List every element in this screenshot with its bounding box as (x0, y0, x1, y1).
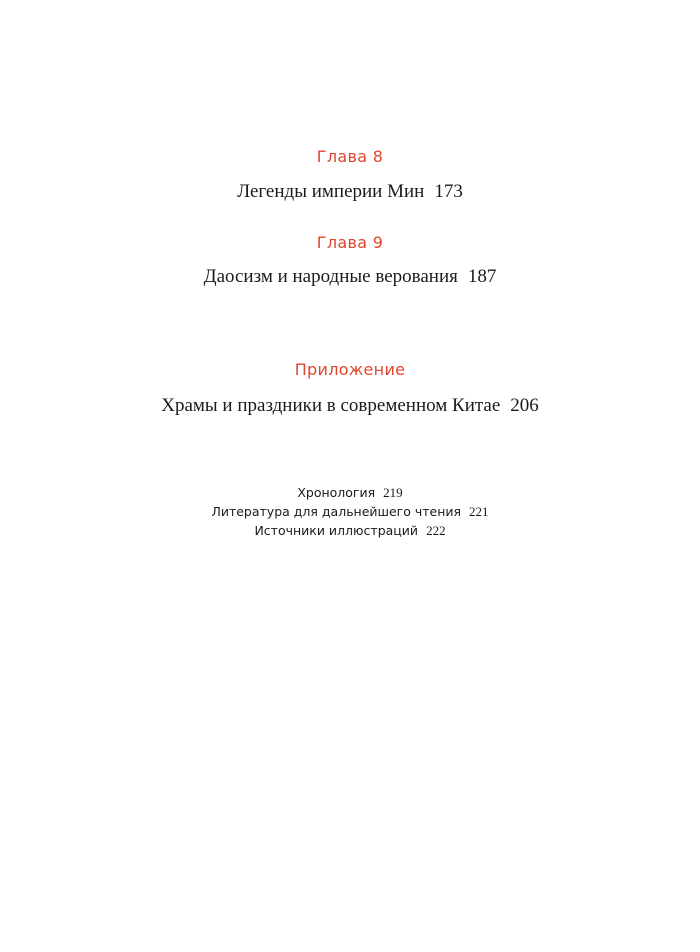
chapter-9-page: 187 (467, 266, 497, 287)
chapter-8-entry[interactable] (0, 181, 700, 203)
back-matter-page: 221 (469, 504, 489, 519)
appendix-label: Приложение (294, 360, 406, 379)
appendix-entry[interactable] (0, 395, 700, 417)
appendix-page: 206 (510, 395, 539, 416)
back-matter-entry-further-reading[interactable] (0, 503, 700, 521)
chapter-9-title: Даосизм и народные верования (203, 266, 458, 287)
back-matter-title: Литература для дальнейшего чтения (211, 504, 462, 519)
chapter-9-entry[interactable] (0, 266, 700, 288)
back-matter-page: 219 (383, 485, 403, 500)
appendix-title: Храмы и праздники в современном Китае (161, 395, 501, 416)
chapter-8-page: 173 (434, 181, 463, 202)
back-matter-page: 222 (426, 523, 446, 538)
chapter-9-label: Глава 9 (316, 233, 384, 252)
back-matter-entry-chronology[interactable] (0, 484, 700, 502)
chapter-8-title: Легенды империи Мин (237, 181, 425, 202)
back-matter-title: Хронология (297, 485, 376, 500)
back-matter-entry-illustration-sources[interactable] (0, 522, 700, 540)
back-matter-title: Источники иллюстраций (254, 523, 419, 538)
chapter-8-label: Глава 8 (316, 147, 384, 166)
